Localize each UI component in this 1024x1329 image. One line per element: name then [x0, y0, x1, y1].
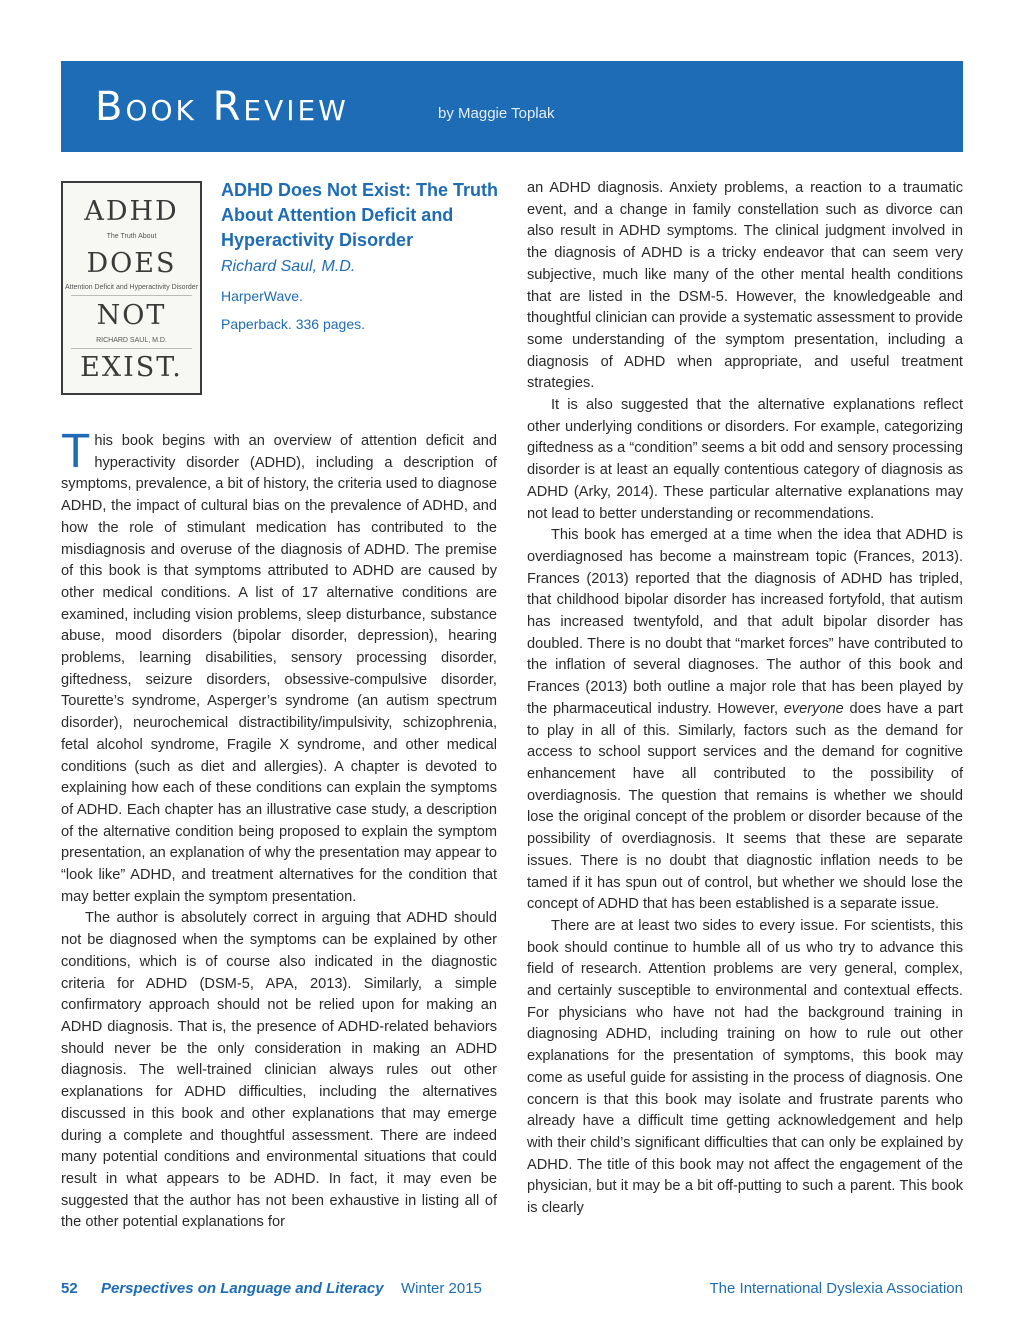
book-publisher: HarperWave. [221, 288, 303, 304]
book-format: Paperback. 336 pages. [221, 316, 365, 332]
paragraph: an ADHD diagnosis. Anxiety problems, a reaction to a traumatic event, and a change in family constellation such as divorce can also result in ADHD symptoms. The clinical judgment involved in the diagnosis of ADHD is a tricky endeavor that can seem very subjective, much like many of the other mental health conditions that are listed in the DSM-5. However, the knowledgeable and thoughtful clinician can provide a systematic assessment to provide some understanding of the symptom presentation, including a diagnosis of ADHD when appropriate, and useful treatment strategies. [527, 180, 963, 392]
header-banner [61, 61, 963, 152]
cover-word-does: DOES [86, 248, 177, 279]
drop-cap: T [61, 425, 91, 478]
book-author: Richard Saul, M.D. [221, 258, 356, 275]
issue-date: Winter 2015 [401, 1280, 482, 1297]
paragraph-text: his book begins with an overview of attention deficit and hyperactivity disorder (ADHD), including a description of symptoms, prevalence, a bit of history, the criteria used to diagnose ADHD, the impact of cultural bias on the prevalence of ADHD, and how the role of stimulant medication has contributed to the misdiagnosis and overuse of the diagnosis of ADHD. The premise of this book is that symptoms attributed to ADHD are caused by other medical conditions. A list of 17 alternative conditions are examined, including vision problems, sleep disturbance, substance abuse, mood disorders (bipolar disorder, depression), hearing problems, learning disabilities, sensory processing disorder, giftedness, seizure disorders, obsessive-compulsive disorder, Tourette’s syndrome, Asperger’s syndrome (an autism spectrum disorder), neurochemical distractibility/impulsivity, schizophrenia, fetal alcohol syndrome, Fragile X syndrome, and other medical conditions (such as diet and allergies). A chapter is devoted to explaining how each of these conditions can explain the symptoms of ADHD. Each chapter has an illustrative case study, a description of the alternative condition being proposed to explain the symptom presentation, an explanation of why the presentation may appear to “look like” ADHD, and treatment alternatives for the condition that may better explain the symptom presentation. [61, 433, 497, 905]
book-title: ADHD Does Not Exist: The Truth About Attention Deficit and Hyperactivity Disorder [221, 180, 499, 250]
cover-author: RICHARD SAUL, M.D. [96, 337, 167, 344]
cover-word-exist: EXIST. [80, 352, 183, 383]
paragraph [527, 525, 963, 916]
page-number: 52 [61, 1280, 78, 1297]
paragraph [61, 425, 497, 908]
paragraph: There are at least two sides to every issue. For scientists, this book should continue to humble all of us who try to advance this field of research. Attention problems are very general, complex, and certainly susceptible to environmental and contextual effects. For physicians who have not had the background training in diagnosing ADHD, including training on how to rule out other explanations for the presentation of symptoms, this book may come as useful guide for assisting in the process of diagnosis. One concern is that this book may isolate and frustrate parents who already have a difficult time getting acknowledgement and help with their child’s significant difficulties that can only be explained by ADHD. The title of this book may not affect the engagement of the physician, but it may be a bit off-putting to such a parent. This book is clearly [527, 917, 963, 1217]
journal-name: Perspectives on Language and Literacy [101, 1280, 384, 1297]
cover-subtitle-1: The Truth About [106, 233, 157, 240]
left-column [61, 425, 497, 1234]
page-footer [61, 1280, 963, 1302]
cover-divider [71, 348, 192, 349]
byline: by Maggie Toplak [438, 105, 555, 122]
cover-subtitle-2: Attention Deficit and Hyperactivity Disorder [64, 284, 199, 291]
cover-word-adhd: ADHD [84, 196, 179, 227]
paragraph-text: does have a part to play in all of this. Similarly, factors such as the demand for access to school support services and the demand for cognitive enhancement have all contributed to the possibility of overdiagnosis. The question that remains is whether we should lose the original concept of the problem or disorder because of the possibility of overdiagnosis. It seems that these are separate issues. There is no doubt that diagnostic inflation needs to be tamed if it has spun out of control, but whether we should lose the concept of ADHD that has been established is a separate issue. [527, 700, 963, 913]
cover-divider [71, 295, 192, 296]
section-title: Book Review [95, 84, 349, 130]
paragraph: The author is absolutely correct in arguing that ADHD should not be diagnosed when the symptoms can be explained by other conditions, which is of course also indicated in the diagnostic criteria for ADHD (DSM-5, APA, 2013). Similarly, a simple confirmatory approach should not be relied upon for making an ADHD diagnosis. That is, the presence of ADHD-related behaviors should never be the only consideration in making an ADHD diagnosis. The well-trained clinician always rules out other explanations for ADHD difficulties, including the alternatives discussed in this book and other explanations that may emerge during a complete and thoughtful assessment. There are indeed many potential conditions and environmental situations that could result in what appears to be ADHD. In fact, it may even be suggested that the author has not been exhaustive in listing all of the other potential explanations for [61, 910, 497, 1231]
paragraph-text: This book has emerged at a time when the idea that ADHD is overdiagnosed has become a mainstream topic (Frances, 2013). Frances (2013) reported that the diagnosis of ADHD has tripled, that childhood bipolar disorder has increased fortyfold, that autism has increased twentyfold, and that adult bipolar disorder has doubled. There is no doubt that “market forces” have contributed to the inflation of several diagnoses. The author of this book and Frances (2013) both outline a major role that has been played by the pharmaceutical industry. However, [527, 527, 963, 717]
book-info [221, 178, 501, 332]
organization-name: The International Dyslexia Association [709, 1280, 963, 1297]
book-cover-image [61, 181, 202, 395]
emphasis-text: everyone [783, 700, 844, 717]
right-column [527, 178, 963, 1220]
cover-word-not: NOT [96, 300, 167, 331]
paragraph: It is also suggested that the alternative explanations reflect other underlying conditions or disorders. For example, categorizing giftedness as a “condition” seems a bit odd and sensory processing disorder is at least an equally contentious category of diagnosis as ADHD (Arky, 2014). These particular alternative explanations may not lead to better understanding or recommendations. [527, 397, 963, 522]
